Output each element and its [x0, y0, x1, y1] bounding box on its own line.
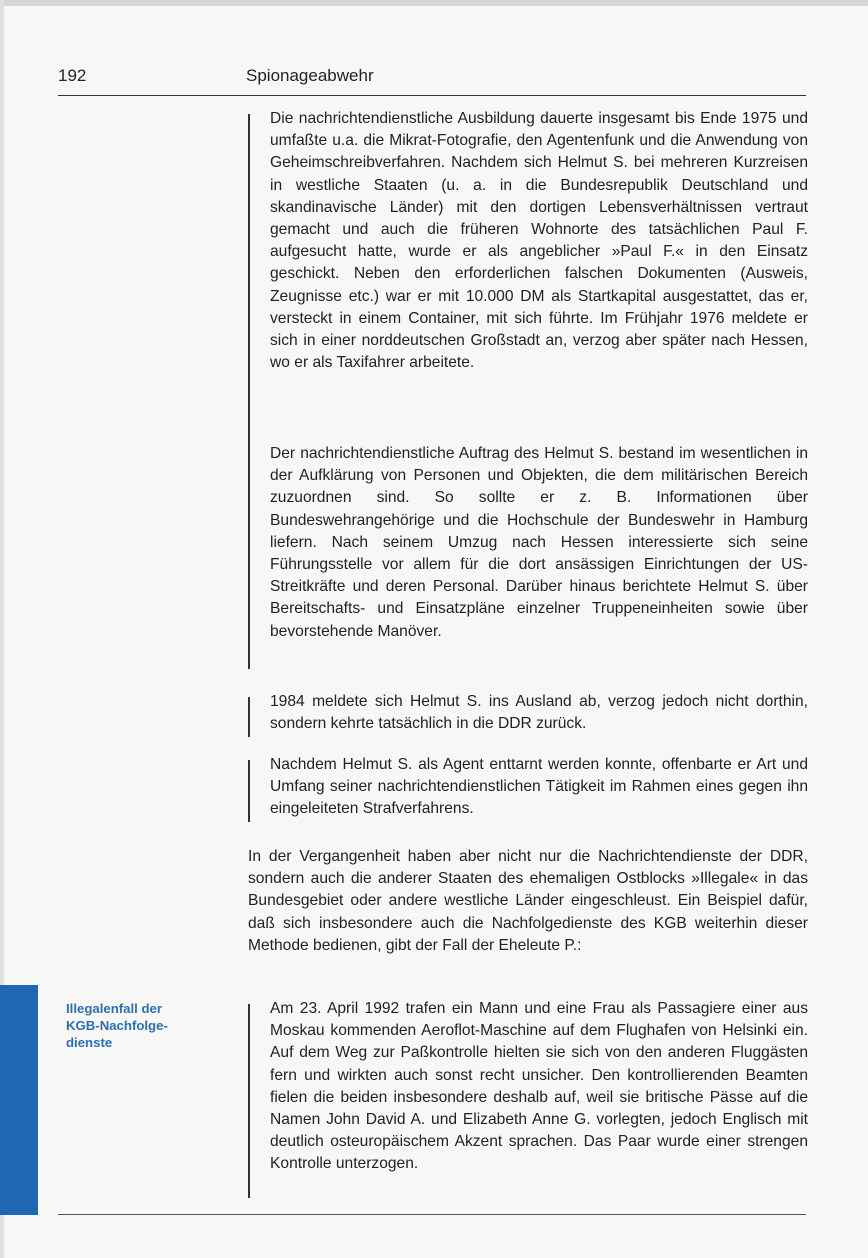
paragraph: 1984 meldete sich Helmut S. ins Ausland ab, verzog jedoch nicht dorthin, sondern kehrte tatsächlich in die DDR zurück. [270, 693, 808, 733]
change-bar [248, 449, 250, 669]
paragraph-block-4 [270, 754, 808, 821]
change-bar [248, 760, 250, 822]
paragraph: Nachdem Helmut S. als Agent enttarnt werden konnte, offenbarte er Art und Umfang seiner nachrichtendienstlichen Tätigkeit im Rahmen eines gegen ihn eingeleiteten Strafverfahrens. [270, 756, 808, 818]
page-number: 192 [58, 66, 87, 85]
paragraph-block-2 [270, 443, 808, 643]
paragraph-block-1 [270, 108, 808, 374]
paragraph: Der nachrichtendienstliche Auftrag des Helmut S. bestand im wesentlichen in der Aufklärung von Personen und Objekten, die dem militärischen Bereich zuzuordnen sind. So sollte er z. B. Informationen über Bundeswehrangehörige und die Hochschule der Bundeswehr in Hamburg liefern. Nach seinem Umzug nach Hessen interessierte sich seine Führungsstelle vor allem für die dort ansässigen Einrichtungen der US-Streitkräfte und deren Personal. Darüber hinaus berichtete Helmut S. über Bereitschafts- und Einsatzpläne einzelner Truppeneinheiten sowie über bevorstehende Manöver. [270, 445, 808, 640]
footer-rule [58, 1214, 806, 1215]
running-title: Spionageabwehr [246, 66, 374, 85]
change-bar [248, 697, 250, 737]
margin-note-line: dienste [66, 1035, 113, 1050]
page-header [58, 66, 806, 92]
margin-note-line: KGB-Nachfolge- [66, 1018, 168, 1033]
paragraph: Die nachrichtendienstliche Ausbildung dauerte insgesamt bis Ende 1975 und umfaßte u.a. die Mikrat-Fotografie, den Agentenfunk und die Anwendung von Geheimschreibverfahren. Nachdem sich Helmut S. bei mehreren Kurzreisen in westliche Staaten (u. a. in die Bundesrepublik Deutschland und skandinavische Länder) mit den dortigen Lebensverhältnissen vertraut gemacht und auch die früheren Wohnorte des tatsächlichen Paul F. aufgesucht hatte, wurde er als angeblicher »Paul F.« in den Einsatz geschickt. Neben den erforderlichen falschen Dokumenten (Ausweis, Zeugnisse etc.) war er mit 10.000 DM als Startkapital ausgestattet, das er, versteckt in einem Container, mit sich führte. Im Frühjahr 1976 meldete er sich in einer norddeutschen Großstadt an, verzog aber später nach Hessen, wo er als Taxifahrer arbeitete. [270, 110, 808, 372]
paragraph-block-5 [248, 846, 808, 957]
paragraph-block-6 [270, 998, 808, 1176]
margin-note [66, 1000, 206, 1051]
paragraph-block-3 [270, 691, 808, 735]
change-bar [248, 1004, 250, 1198]
header-rule [58, 95, 806, 96]
paragraph: In der Vergangenheit haben aber nicht nur die Nachrichtendienste der DDR, sondern auch die anderer Staaten des ehemaligen Ostblocks »Illegale« in das Bundesgebiet oder andere westliche Länder eingeschleust. Ein Beispiel dafür, daß sich insbesondere auch die Nachfolgedienste des KGB weiterhin dieser Methode bedienen, gibt der Fall der Eheleute P.: [248, 848, 808, 954]
margin-note-line: Illegalenfall der [66, 1001, 163, 1016]
page-edge [0, 0, 868, 6]
change-bar [248, 114, 250, 456]
paragraph: Am 23. April 1992 trafen ein Mann und eine Frau als Passagiere einer aus Moskau kommenden Aeroflot-Maschine auf dem Flughafen von Helsinki ein. Auf dem Weg zur Paßkontrolle hielten sie sich von den anderen Fluggästen fern und wirkten auch sonst recht unsicher. Den kontrollierenden Beamten fielen die beiden insbesondere deshalb auf, weil sie britische Pässe auf die Namen John David A. und Elizabeth Anne G. vorlegten, jedoch Englisch mit deutlich osteuropäischem Akzent sprachen. Das Paar wurde einer strengen Kontrolle unterzogen. [270, 1000, 808, 1173]
margin-color-band [0, 985, 38, 1215]
